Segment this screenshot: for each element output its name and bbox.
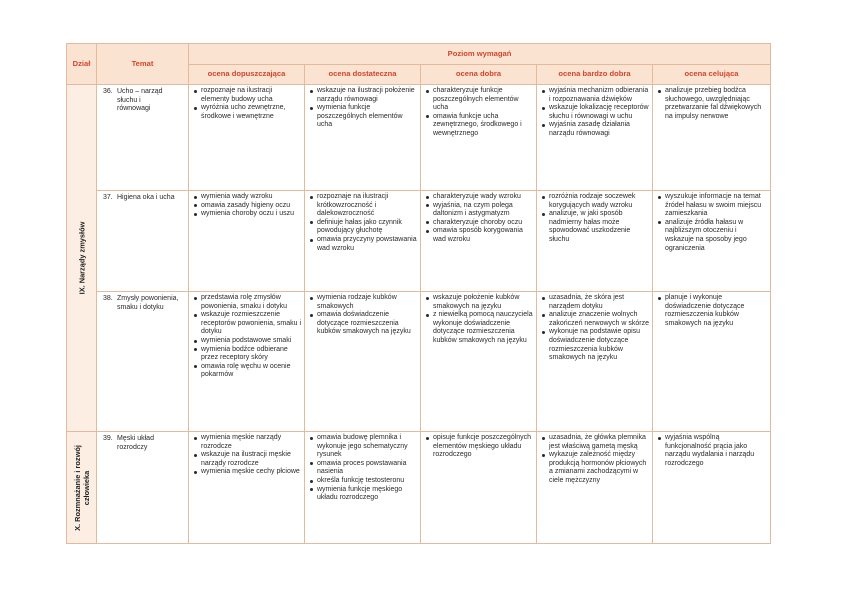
requirement-item: wyjaśnia mechanizm odbierania i rozpoznawania dźwięków — [542, 87, 649, 104]
requirement-cell — [189, 85, 305, 191]
topic-cell — [97, 432, 189, 544]
requirement-cell — [653, 292, 771, 432]
requirement-item: wymienia funkcje poszczególnych elementów ucha — [310, 104, 417, 130]
requirement-item: omawia zasady higieny oczu — [194, 202, 301, 211]
requirement-item: uzasadnia, że skóra jest narządem dotyku — [542, 294, 649, 311]
requirement-list — [310, 294, 417, 337]
requirement-item: rozpoznaje na ilustracji krótkowzroczność i dalekowzroczność — [310, 193, 417, 219]
requirement-item: wyjaśnia wspólną funkcjonalność prącia jako narządu wydalania i narządu rozrodczego — [658, 434, 767, 468]
requirement-cell — [189, 191, 305, 292]
requirement-item: rozróżnia rodzaje soczewek korygujących wady wzroku — [542, 193, 649, 210]
requirement-cell — [189, 292, 305, 432]
topic-cell — [97, 191, 189, 292]
requirement-item: wyjaśnia, na czym polega daltonizm i astygmatyzm — [426, 202, 533, 219]
requirement-item: opisuje funkcje poszczególnych elementów męskiego układu rozrodczego — [426, 434, 533, 460]
requirement-item: wymienia męskie cechy płciowe — [194, 468, 301, 477]
requirement-cell — [537, 432, 653, 544]
requirement-cell — [305, 432, 421, 544]
requirement-item: określa funkcję testosteronu — [310, 477, 417, 486]
requirement-list — [658, 434, 767, 468]
requirement-item: wymienia choroby oczu i uszu — [194, 210, 301, 219]
requirement-item: omawia funkcje ucha zewnętrznego, środkowego i wewnętrznego — [426, 113, 533, 139]
requirement-item: wskazuje na ilustracji męskie narządy rozrodcze — [194, 451, 301, 468]
section-label: X. Rozmnażanie i rozwój człowieka — [72, 444, 91, 531]
requirement-list — [658, 294, 767, 328]
requirement-cell — [305, 292, 421, 432]
requirement-item: wymienia bodźce odbierane przez receptory skóry — [194, 346, 301, 363]
header-level: ocena dostateczna — [305, 65, 421, 85]
requirement-list — [194, 193, 301, 219]
requirement-item: omawia budowę plemnika i wykonuje jego schematyczny rysunek — [310, 434, 417, 460]
topic-number: 37. — [103, 194, 113, 201]
requirement-item: wykonuje na podstawie opisu doświadczenie dotyczące rozmieszczenia kubków smakowych na języku — [542, 328, 649, 362]
topic-title: Męski układ rozrodczy — [117, 435, 154, 451]
table-row — [67, 432, 771, 544]
requirement-item: omawia przyczyny powstawania wad wzroku — [310, 236, 417, 253]
header-level: ocena bardzo dobra — [537, 65, 653, 85]
requirement-item: charakteryzuje choroby oczu — [426, 219, 533, 228]
requirement-item: uzasadnia, że główka plemnika jest właściwą gametą męską — [542, 434, 649, 451]
requirement-item: planuje i wykonuje doświadczenie dotyczące rozmieszczenia kubków smakowych na języku — [658, 294, 767, 328]
requirement-list — [542, 434, 649, 486]
requirement-cell — [421, 85, 537, 191]
requirement-cell — [305, 191, 421, 292]
requirement-item: wymienia rodzaje kubków smakowych — [310, 294, 417, 311]
section-cell — [67, 85, 97, 432]
requirement-list — [426, 294, 533, 346]
topic-title: Zmysły powonienia, smaku i dotyku — [117, 295, 179, 311]
requirement-item: wymienia funkcje męskiego układu rozrodczego — [310, 486, 417, 503]
requirement-item: wyszukuje informacje na temat źródeł hałasu w swoim miejscu zamieszkania — [658, 193, 767, 219]
requirement-list — [194, 434, 301, 477]
header-poziom-wymagan: Poziom wymagań — [189, 44, 771, 65]
requirement-cell — [537, 191, 653, 292]
requirement-item: analizuje, w jaki sposób nadmierny hałas może spowodować uszkodzenie słuchu — [542, 210, 649, 244]
header-level: ocena dopuszczająca — [189, 65, 305, 85]
requirement-item: charakteryzuje wady wzroku — [426, 193, 533, 202]
requirement-cell — [189, 432, 305, 544]
requirement-item: wykazuje zależność między produkcją hormonów płciowych a zmianami zachodzącymi w ciele mężczyzny — [542, 451, 649, 485]
requirement-cell — [653, 432, 771, 544]
requirement-item: wymienia męskie narządy rozrodcze — [194, 434, 301, 451]
requirement-list — [310, 193, 417, 253]
requirement-item: wyjaśnia zasadę działania narządu równowagi — [542, 121, 649, 138]
requirement-list — [194, 294, 301, 380]
requirement-cell — [421, 432, 537, 544]
requirement-item: z niewielką pomocą nauczyciela wykonuje doświadczenie dotyczące rozmieszczenia kubków smakowych na języku — [426, 311, 533, 345]
requirement-list — [426, 87, 533, 139]
header-level: ocena celująca — [653, 65, 771, 85]
requirement-item: omawia sposób korygowania wad wzroku — [426, 227, 533, 244]
topic-cell — [97, 85, 189, 191]
requirement-item: analizuje znaczenie wolnych zakończeń nerwowych w skórze — [542, 311, 649, 328]
requirement-list — [542, 87, 649, 139]
requirement-cell — [537, 292, 653, 432]
requirement-list — [310, 434, 417, 503]
section-label: IX. Narządy zmysłów — [77, 221, 86, 295]
header-dzial: Dział — [67, 44, 97, 85]
table-row — [67, 292, 771, 432]
requirement-cell — [537, 85, 653, 191]
requirement-list — [658, 193, 767, 253]
topic-number: 38. — [103, 295, 113, 302]
requirement-list — [194, 87, 301, 121]
requirement-item: wskazuje na ilustracji położenie narządu równowagi — [310, 87, 417, 104]
topic-title: Ucho – narząd słuchu i równowagi — [117, 88, 163, 113]
requirement-list — [426, 434, 533, 460]
requirement-item: rozpoznaje na ilustracji elementy budowy ucha — [194, 87, 301, 104]
requirement-item: przedstawia rolę zmysłów powonienia, smaku i dotyku — [194, 294, 301, 311]
requirement-item: wskazuje położenie kubków smakowych na języku — [426, 294, 533, 311]
requirement-item: wskazuje lokalizację receptorów słuchu i równowagi w uchu — [542, 104, 649, 121]
requirement-item: omawia doświadczenie dotyczące rozmieszczenia kubków smakowych na języku — [310, 311, 417, 337]
header-level: ocena dobra — [421, 65, 537, 85]
requirement-list — [542, 294, 649, 363]
requirement-item: wyróżnia ucho zewnętrzne, środkowe i wewnętrzne — [194, 104, 301, 121]
requirement-list — [542, 193, 649, 245]
requirement-item: definiuje hałas jako czynnik powodujący głuchotę — [310, 219, 417, 236]
topic-title: Higiena oka i ucha — [117, 194, 175, 201]
requirement-cell — [653, 191, 771, 292]
requirement-item: wskazuje rozmieszczenie receptorów powonienia, smaku i dotyku — [194, 311, 301, 337]
requirement-item: analizuje przebieg bodźca słuchowego, uwzględniając przetwarzanie fal dźwiękowych na impulsy nerwowe — [658, 87, 767, 121]
table-row — [67, 85, 771, 191]
requirement-item: wymienia wady wzroku — [194, 193, 301, 202]
requirement-item: omawia proces powstawania nasienia — [310, 460, 417, 477]
topic-cell — [97, 292, 189, 432]
requirement-item: analizuje źródła hałasu w najbliższym otoczeniu i wskazuje na sposoby jego ograniczenia — [658, 219, 767, 253]
requirement-cell — [421, 191, 537, 292]
section-cell — [67, 432, 97, 544]
requirement-item: omawia rolę węchu w ocenie pokarmów — [194, 363, 301, 380]
requirement-list — [310, 87, 417, 130]
requirement-list — [658, 87, 767, 121]
topic-number: 39. — [103, 435, 113, 442]
topic-number: 36. — [103, 88, 113, 95]
header-temat: Temat — [97, 44, 189, 85]
requirement-item: wymienia podstawowe smaki — [194, 337, 301, 346]
requirement-list — [426, 193, 533, 245]
requirements-table — [66, 43, 771, 544]
requirement-item: charakteryzuje funkcje poszczególnych elementów ucha — [426, 87, 533, 113]
table-row — [67, 191, 771, 292]
requirement-cell — [653, 85, 771, 191]
requirement-cell — [305, 85, 421, 191]
requirement-cell — [421, 292, 537, 432]
